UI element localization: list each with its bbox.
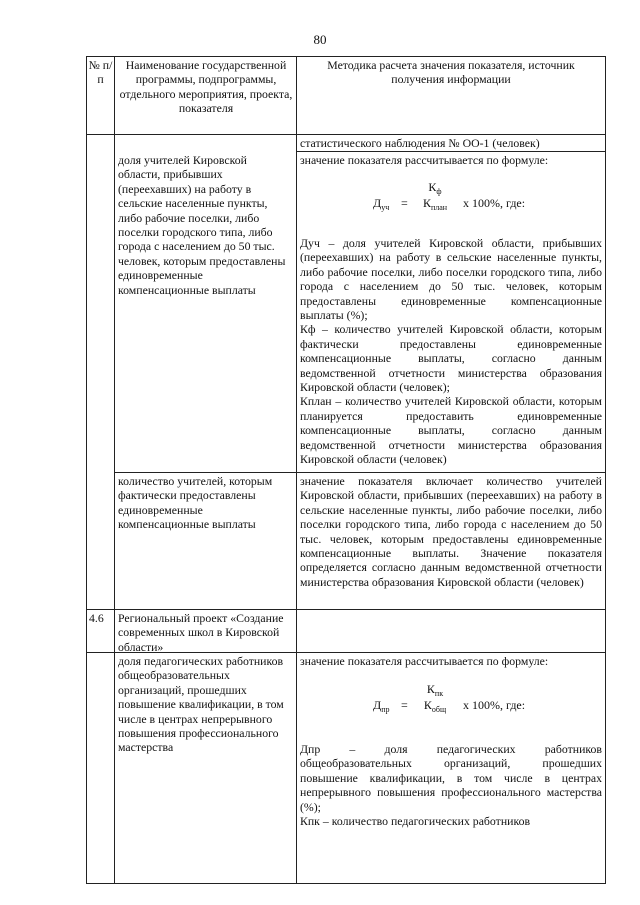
r4-formula-tail: х 100%, где: xyxy=(463,698,526,712)
r4-intro: значение показателя рассчитывается по формуле: xyxy=(300,654,549,668)
methodology-table xyxy=(86,56,606,884)
r1-formula-fraction: $К_ф$ $К_{план}$ xyxy=(422,180,448,212)
page-number: 80 xyxy=(313,32,327,47)
r4-formula: $Д_{пр}$ = $К_{пк}$ $К_{общ}$ х 100%, где: xyxy=(373,682,526,714)
header-divider xyxy=(86,134,606,135)
r2-name: количество учителей, которым фактически предоставлены единовременные компенсационные выплаты xyxy=(118,474,273,532)
column-divider-1 xyxy=(114,56,115,884)
r2-method: значение показателя включает количество учителей Кировской области, прибывших (переехавших) на работу в сельские населенные пункты, либо рабочие поселки, либо поселки городского типа, либо города с населением до 50 тыс. человек, которым предоставлены единовременные компенсационные выплаты. Значение показателя определяется согласно данным ведомственной отчетности министерства образования Кировской области (человек) xyxy=(300,474,602,589)
row-divider-continuation xyxy=(296,151,606,152)
row-divider-r2 xyxy=(86,609,606,610)
r1-def-kplan: Кплан – количество учителей Кировской области, которым планируется предоставить единовременные компенсационные выплаты, согласно данным ведомственной отчетности министерства образования Кировской области (человек) xyxy=(300,394,602,467)
r4-formula-fraction: $К_{пк}$ $К_{общ}$ xyxy=(423,682,447,714)
r1-definitions xyxy=(300,236,602,467)
r1-intro: значение показателя рассчитывается по формуле: xyxy=(300,153,549,167)
r1-name: доля учителей Кировской области, прибывших (переехавших) на работу в сельские населенные пункты, либо рабочие поселки, либо поселки городского типа, либо города с населением до 50 тыс. человек, которым предоставлены единовременные компенсационные выплаты xyxy=(118,153,286,297)
r4-def-kpk: Кпк – количество педагогических работников xyxy=(300,814,531,829)
header-method: Методика расчета значения показателя, источник получения информации xyxy=(327,58,575,87)
table-border-right xyxy=(605,56,606,884)
table-border-bottom xyxy=(86,883,606,884)
header-number: № п/п xyxy=(88,58,113,87)
r3-name: Региональный проект «Создание современных школ в Кировской области» xyxy=(118,611,284,654)
r1-formula-tail: х 100%, где: xyxy=(463,196,526,210)
r4-name: доля педагогических работников общеобразовательных организаций, прошедших повышение квалификации, в том числе в центрах непрерывного повышения профессионального мастерства xyxy=(118,654,284,755)
r1-def-kf: Кф – количество учителей Кировской области, которым фактически предоставлены единовременные компенсационные выплаты, согласно данным ведомственной отчетности министерства образования Кировской области (человек); xyxy=(300,322,602,395)
r4-definitions xyxy=(300,742,602,828)
table-border-top xyxy=(86,56,606,57)
table-border-left xyxy=(86,56,87,884)
header-name: Наименование государственной программы, подпрограммы, отдельного мероприятия, проекта, показателя xyxy=(119,58,293,116)
r4-formula-lhs: $Д_{пр}$ xyxy=(373,698,390,714)
r4-def-d: Дпр – доля педагогических работников общеобразовательных организаций, прошедших повышение квалификации, в том числе в центрах непрерывного повышения профессионального мастерства (%); xyxy=(300,742,602,814)
r1-formula: $Д_{уч}$ = $К_ф$ $К_{план}$ х 100%, где: xyxy=(373,180,526,212)
r1-def-d: Дуч – доля учителей Кировской области, прибывших (переехавших) на работу в сельские населенные пункты, либо рабочие поселки, либо поселки городского типа, либо города с населением до 50 тыс. человек, которым предоставлены единовременные компенсационные выплаты (%); xyxy=(300,236,602,323)
column-divider-2 xyxy=(296,56,297,884)
r1-formula-lhs: $Д_{уч}$ xyxy=(373,196,390,212)
continuation-text: статистического наблюдения № ОО-1 (человек) xyxy=(300,136,540,150)
r3-number: 4.6 xyxy=(89,611,104,625)
row-divider-r1 xyxy=(114,472,606,473)
